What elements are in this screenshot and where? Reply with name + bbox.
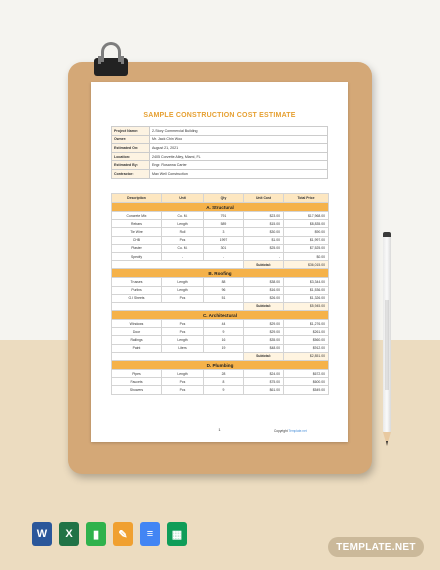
table-cell: Liters (162, 344, 204, 352)
table-cell: 88 (204, 278, 244, 286)
table-cell: Trusses (112, 278, 162, 286)
table-cell: 791 (204, 212, 244, 220)
table-cell: Paint (112, 344, 162, 352)
table-row (112, 370, 329, 378)
google-docs-icon[interactable]: ≡ (140, 522, 160, 546)
table-row (112, 252, 329, 260)
info-label: Owner: (112, 135, 150, 144)
table-cell: $26.00 (244, 294, 284, 302)
subtotal-row (112, 261, 329, 269)
subtotal-value: $5,945.00 (284, 302, 329, 310)
subtotal-label: Subtotal: (244, 352, 284, 360)
table-cell: $29.00 (244, 328, 284, 336)
table-cell: $3,344.00 (284, 278, 329, 286)
table-cell: 19 (204, 344, 244, 352)
table-row (112, 228, 329, 236)
pencil-pattern (385, 300, 389, 390)
table-cell: - (204, 252, 244, 260)
info-value: Mr. Jack Chin Woo (150, 135, 328, 144)
table-cell: $672.00 (284, 370, 329, 378)
table-cell: $38.00 (244, 278, 284, 286)
info-label: Project Name: (112, 127, 150, 136)
table-cell: Showers (112, 386, 162, 394)
subtotal-label: Subtotal: (244, 302, 284, 310)
google-sheets-icon[interactable]: ▦ (167, 522, 187, 546)
table-cell: $29.00 (244, 320, 284, 328)
table-cell: 9 (204, 328, 244, 336)
page-number: 1 (218, 427, 221, 432)
document-title: SAMPLE CONSTRUCTION COST ESTIMATE (143, 112, 296, 119)
table-cell: 16 (204, 336, 244, 344)
table-cell: $560.00 (284, 336, 329, 344)
table-cell: $30.00 (244, 228, 284, 236)
table-cell: $549.00 (284, 386, 329, 394)
pencil-lead (386, 441, 388, 446)
info-row (112, 169, 328, 178)
table-cell: $35.00 (244, 336, 284, 344)
pages-icon[interactable]: ✎ (113, 522, 133, 546)
table-cell: Rebars (112, 220, 162, 228)
document-page (91, 82, 348, 442)
table-row (112, 244, 329, 252)
table-cell: Railings (112, 336, 162, 344)
info-row (112, 135, 328, 144)
table-cell: 51 (204, 294, 244, 302)
info-label: Estimated On: (112, 144, 150, 153)
brand-badge[interactable]: TEMPLATE.NET (328, 537, 424, 557)
column-header: Total Price (284, 194, 329, 203)
copyright-label: Copyright (274, 429, 288, 433)
table-cell: Cu. M. (162, 212, 204, 220)
table-cell: $90.00 (284, 228, 329, 236)
table-row (112, 220, 329, 228)
table-cell: 9 (204, 386, 244, 394)
info-value: August 21, 2021 (150, 144, 328, 153)
section-row (112, 203, 329, 212)
copyright-link[interactable]: Template.net (288, 429, 307, 433)
table-cell: Specify (112, 252, 162, 260)
table-cell: $1,276.00 (284, 320, 329, 328)
table-row (112, 320, 329, 328)
table-cell: Length (162, 286, 204, 294)
word-icon[interactable]: W (32, 522, 52, 546)
table-row (112, 328, 329, 336)
table-cell: Pcs (162, 294, 204, 302)
table-cell: Length (162, 370, 204, 378)
info-value: 2-Story Commercial Building (150, 127, 328, 136)
section-title: B. Roofing (112, 269, 329, 278)
table-cell: $23.00 (244, 212, 284, 220)
info-row (112, 144, 328, 153)
section-title: D. Plumbing (112, 361, 329, 370)
section-row (112, 361, 329, 370)
table-cell: $8,835.00 (284, 220, 329, 228)
table-cell: Roll (162, 228, 204, 236)
table-cell: - (244, 252, 284, 260)
table-cell: $61.00 (244, 386, 284, 394)
table-row (112, 294, 329, 302)
info-label: Estimated By: (112, 161, 150, 170)
table-cell: 3 (204, 228, 244, 236)
numbers-icon[interactable]: ▮ (86, 522, 106, 546)
table-cell: G.I Sheets (112, 294, 162, 302)
table-cell: Pcs (162, 328, 204, 336)
project-info-table (111, 126, 328, 179)
subtotal-label: Subtotal: (244, 261, 284, 269)
excel-icon[interactable]: X (59, 522, 79, 546)
table-row (112, 278, 329, 286)
table-cell: $912.00 (284, 344, 329, 352)
table-cell: Tie Wire (112, 228, 162, 236)
table-row (112, 386, 329, 394)
table-cell: $25.00 (244, 244, 284, 252)
section-title: A. Structural (112, 203, 329, 212)
table-cell: Length (162, 220, 204, 228)
info-value: Engr. Rosanna Carter (150, 161, 328, 170)
binder-clip-handle (101, 42, 121, 62)
table-cell: $1.00 (244, 236, 284, 244)
table-cell: $261.00 (284, 328, 329, 336)
table-row (112, 236, 329, 244)
table-row (112, 212, 329, 220)
section-title: C. Architectural (112, 311, 329, 320)
info-row (112, 127, 328, 136)
table-cell: Plaster (112, 244, 162, 252)
table-cell: Pcs (162, 320, 204, 328)
table-cell: 28 (204, 370, 244, 378)
info-value: 2405 Corvette Alley, Miami, FL (150, 152, 328, 161)
binder-clip-wire-right (121, 56, 124, 64)
table-cell: $7,525.00 (284, 244, 329, 252)
table-cell: Cu. M. (162, 244, 204, 252)
cost-table (111, 193, 329, 395)
table-row (112, 286, 329, 294)
section-row (112, 311, 329, 320)
table-cell: Windows (112, 320, 162, 328)
table-cell: Pcs (162, 386, 204, 394)
table-row (112, 344, 329, 352)
table-cell: Pipes (112, 370, 162, 378)
table-row (112, 378, 329, 386)
table-cell: Purlins (112, 286, 162, 294)
table-cell: $0.00 (284, 252, 329, 260)
subtotal-value: $2,851.00 (284, 352, 329, 360)
info-value: Max Well Construction (150, 169, 328, 178)
info-row (112, 152, 328, 161)
table-cell: Concrete Mix (112, 212, 162, 220)
info-label: Location: (112, 152, 150, 161)
table-cell: $1,536.00 (284, 286, 329, 294)
table-cell: 44 (204, 320, 244, 328)
table-cell: 1997 (204, 236, 244, 244)
copyright-note (274, 429, 307, 433)
table-cell: $15.00 (244, 220, 284, 228)
table-cell: Door (112, 328, 162, 336)
column-header: Unit (162, 194, 204, 203)
section-row (112, 269, 329, 278)
table-cell: $24.00 (244, 370, 284, 378)
subtotal-row (112, 302, 329, 310)
table-cell: - (162, 252, 204, 260)
table-cell: $75.00 (244, 378, 284, 386)
subtotal-spacer (112, 261, 244, 269)
table-cell: $600.00 (284, 378, 329, 386)
table-cell: Pcs (162, 236, 204, 244)
table-cell: Pcs (162, 378, 204, 386)
column-header: Unit Cost (244, 194, 284, 203)
table-cell: Length (162, 278, 204, 286)
column-header: Description (112, 194, 162, 203)
table-cell: CHB (112, 236, 162, 244)
table-cell: $1,997.00 (284, 236, 329, 244)
table-cell: $1,326.00 (284, 294, 329, 302)
table-cell: Length (162, 336, 204, 344)
info-label: Contractor: (112, 169, 150, 178)
table-cell: Faucets (112, 378, 162, 386)
table-cell: 8 (204, 378, 244, 386)
table-cell: 96 (204, 286, 244, 294)
table-cell: $16.00 (244, 286, 284, 294)
subtotal-spacer (112, 352, 244, 360)
table-cell: 301 (204, 244, 244, 252)
table-cell: 589 (204, 220, 244, 228)
subtotal-value: $36,015.00 (284, 261, 329, 269)
table-cell: $17,968.00 (284, 212, 329, 220)
table-row (112, 336, 329, 344)
column-header: Qty (204, 194, 244, 203)
subtotal-row (112, 352, 329, 360)
subtotal-spacer (112, 302, 244, 310)
table-cell: $48.00 (244, 344, 284, 352)
info-row (112, 161, 328, 170)
